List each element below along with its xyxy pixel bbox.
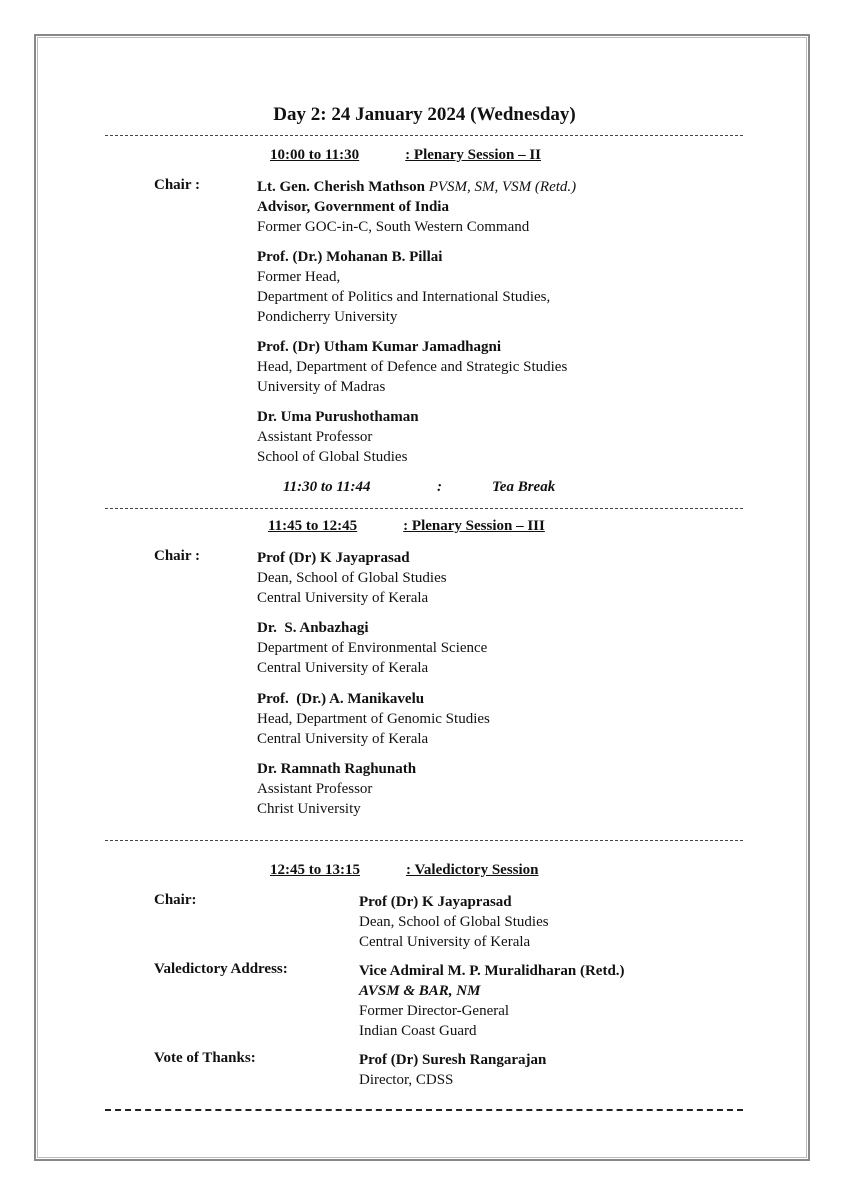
speaker-line: Assistant Professor: [257, 781, 373, 797]
tea-break-colon: :: [437, 479, 442, 495]
speaker-line: Advisor, Government of India: [257, 199, 449, 215]
speaker-line: Head, Department of Genomic Studies: [257, 711, 490, 727]
speaker-block: [257, 247, 550, 327]
speaker-line: Former Head,: [257, 269, 341, 285]
speaker-name: Lt. Gen. Cherish Mathson: [257, 179, 425, 195]
divider: [105, 1109, 743, 1111]
tea-break-label: Tea Break: [492, 479, 556, 495]
speaker-name: Vice Admiral M. P. Muralidharan (Retd.): [359, 963, 625, 979]
speaker-name: Prof (Dr) K Jayaprasad: [257, 550, 410, 566]
speaker-block: [257, 759, 416, 819]
speaker-line: Assistant Professor: [257, 429, 373, 445]
speaker-block: [257, 177, 576, 237]
speaker-block: [257, 548, 447, 608]
speaker-honours: PVSM, SM, VSM (Retd.): [428, 179, 577, 195]
divider: [105, 508, 743, 509]
speaker-name: Prof. (Dr) Utham Kumar Jamadhagni: [257, 339, 502, 355]
speaker-name: Dr. Uma Purushothaman: [257, 409, 419, 425]
session-name: : Plenary Session – III: [403, 518, 545, 534]
speaker-line: Christ University: [257, 801, 361, 817]
speaker-line: Central University of Kerala: [257, 660, 429, 676]
chair-label: Chair :: [154, 548, 200, 564]
speaker-block: [359, 1050, 546, 1090]
speaker-line: University of Madras: [257, 379, 386, 395]
speaker-block: [257, 689, 490, 749]
vote-of-thanks-label: Vote of Thanks:: [154, 1050, 256, 1066]
speaker-line: Central University of Kerala: [257, 731, 429, 747]
speaker-name: Dr. Ramnath Raghunath: [257, 761, 417, 777]
day-heading: Day 2: 24 January 2024 (Wednesday): [273, 104, 576, 125]
session-time: 12:45 to 13:15: [270, 862, 360, 878]
speaker-block: [257, 618, 487, 678]
session-heading: [268, 518, 545, 535]
chair-label: Chair:: [154, 892, 197, 908]
speaker-line: Former Director-General: [359, 1003, 510, 1019]
speaker-name: Prof. (Dr.) Mohanan B. Pillai: [257, 249, 443, 265]
session-heading: [270, 862, 539, 879]
session-time: 10:00 to 11:30: [270, 147, 360, 163]
session-heading: [270, 147, 541, 164]
speaker-block: [257, 407, 419, 467]
speaker-line: Indian Coast Guard: [359, 1023, 477, 1039]
speaker-honours: AVSM & BAR, NM: [359, 983, 481, 999]
valedictory-address-label: Valedictory Address:: [154, 961, 288, 977]
speaker-name: Prof. (Dr.) A. Manikavelu: [257, 691, 425, 707]
speaker-block: [359, 892, 549, 952]
speaker-block: [359, 961, 625, 1041]
speaker-line: Dean, School of Global Studies: [359, 914, 549, 930]
speaker-line: Central University of Kerala: [257, 590, 429, 606]
speaker-line: Pondicherry University: [257, 309, 398, 325]
speaker-name: Dr. S. Anbazhagi: [257, 620, 369, 636]
session-time: 11:45 to 12:45: [268, 518, 358, 534]
session-name: : Plenary Session – II: [405, 147, 542, 163]
speaker-line: Central University of Kerala: [359, 934, 531, 950]
divider: [105, 135, 743, 136]
session-name: : Valedictory Session: [406, 862, 539, 878]
speaker-name: Prof (Dr) K Jayaprasad: [359, 894, 512, 910]
speaker-line: School of Global Studies: [257, 449, 408, 465]
divider: [105, 840, 743, 841]
chair-label: Chair :: [154, 177, 200, 193]
speaker-line: Dean, School of Global Studies: [257, 570, 447, 586]
tea-break-time: 11:30 to 11:44: [283, 479, 371, 495]
speaker-line: Department of Environmental Science: [257, 640, 488, 656]
speaker-line: Head, Department of Defence and Strategic Studies: [257, 359, 568, 375]
speaker-name: Prof (Dr) Suresh Rangarajan: [359, 1052, 547, 1068]
speaker-line: Department of Politics and International Studies,: [257, 289, 551, 305]
speaker-line: Director, CDSS: [359, 1072, 454, 1088]
speaker-block: [257, 337, 567, 397]
speaker-line: Former GOC-in-C, South Western Command: [257, 219, 530, 235]
